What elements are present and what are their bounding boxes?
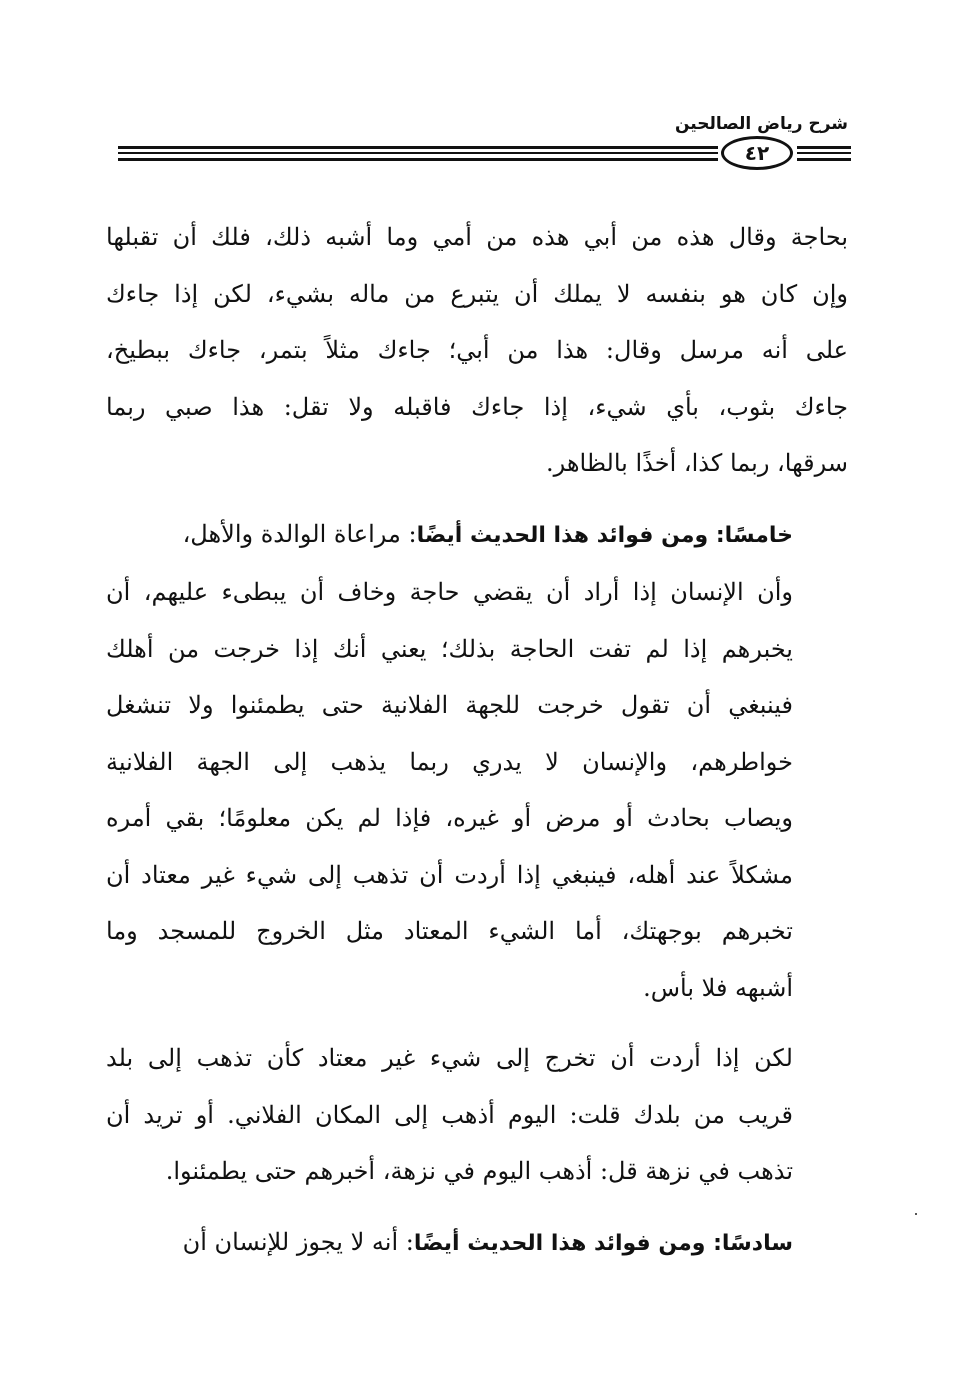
text-line: تخبرهم بوجهتك، أما الشيء المعتاد مثل الخروج للمسجد وما: [106, 917, 793, 945]
text-line: سرقها، ربما كذا، أخذًا بالظاهر.: [546, 449, 848, 477]
text-line: وأن الإنسان إذا أراد أن يقضي حاجة وخاف أن يبطىء عليهم، أن: [106, 578, 793, 606]
section-lead: سادسًا:: [713, 1230, 793, 1256]
paragraph: [106, 1214, 848, 1273]
header-rule: [118, 146, 718, 149]
scan-speck: [915, 1213, 917, 1215]
text-line: [106, 506, 848, 565]
text-run: : مراعاة الوالدة والأهل،: [182, 519, 417, 548]
paragraph: [106, 506, 848, 1017]
body-text: [106, 209, 848, 1272]
header-rule: [118, 152, 718, 154]
bold-phrase: ومن فوائد هذا الحديث أيضًا: [413, 1230, 706, 1256]
text-run: : أنه لا يجوز للإنسان أن: [182, 1227, 414, 1256]
paragraph: [106, 209, 848, 492]
text-line: لكن إذا أردت أن تخرج إلى شيء غير معتاد كأن تذهب إلى بلد: [106, 1044, 793, 1072]
page-number: ٤٢: [744, 141, 770, 165]
header-rule: [797, 146, 851, 149]
text-line: قريب من بلدك قلت: اليوم أذهب إلى المكان الفلاني. أو تريد أن: [106, 1100, 793, 1129]
page-number-badge: [721, 136, 793, 170]
text-line: أشبهه فلا بأس.: [643, 973, 793, 1002]
text-line: فينبغي أن تقول خرجت للجهة الفلانية حتى يطمئنوا ولا تنشغل: [106, 691, 793, 719]
bold-phrase: ومن فوائد هذا الحديث أيضًا: [416, 522, 709, 548]
text-line: جاءك بثوب، بأي شيء، إذا جاءك فاقبله ولا تقل: هذا صبي ربما: [106, 392, 848, 421]
header-rule: [797, 152, 851, 154]
text-line: بحاجة وقال هذه من أبي هذه من أمي وما أشبه ذلك، فلك أن تقبلها: [106, 223, 848, 251]
text-line: [106, 1214, 848, 1273]
text-line: يخبرهم إذا لم تفت الحاجة بذلك؛ يعني أنك إذا خرجت من أهلك: [106, 634, 793, 663]
section-lead: خامسًا:: [715, 522, 793, 548]
header-rule: [797, 158, 851, 161]
text-line: خواطرهم، والإنسان لا يدري ربما يذهب إلى الجهة الفلانية: [106, 747, 793, 776]
text-line: على أنه مرسل وقال: هذا من أبي؛ جاءك مثلاً بتمر، جاءك ببطيخ،: [106, 336, 848, 364]
running-title: شرح رياض الصالحين: [674, 114, 848, 134]
header-rule: [118, 158, 718, 161]
text-line: مشكلاً عند أهله، فينبغي إذا أردت أن تذهب إلى شيء غير معتاد أن: [106, 860, 793, 889]
text-line: ويصاب بحادث أو مرض أو غيره، فإذا لم يكن معلومًا؛ بقي أمره: [106, 804, 793, 832]
text-line: وإن كان هو بنفسه لا يملك أن يتبرع من ماله بشيء، لكن إذا جاءك: [106, 279, 849, 308]
text-line: تذهب في نزهة قل: أذهب اليوم في نزهة، أخبرهم حتى يطمئنوا.: [165, 1157, 793, 1185]
paragraph: [106, 1030, 848, 1200]
